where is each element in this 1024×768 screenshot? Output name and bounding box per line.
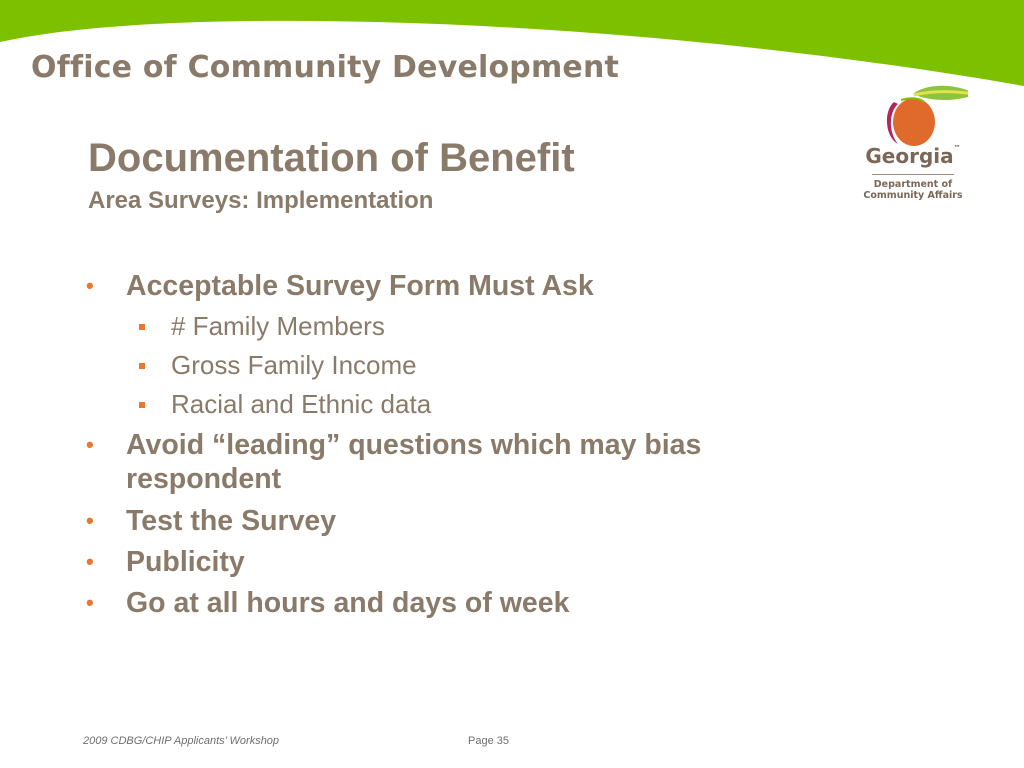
bullet-marker: •	[86, 549, 94, 574]
sub-bullet-marker	[139, 363, 145, 369]
sub-bullet-marker	[139, 402, 145, 408]
bullet-item: Publicity	[126, 546, 245, 578]
sub-bullet-marker	[139, 324, 145, 330]
sub-bullet-item: Gross Family Income	[171, 350, 417, 380]
slide-subtitle: Area Surveys: Implementation	[88, 187, 434, 214]
bullet-marker: •	[86, 273, 94, 298]
bullet-item: Test the Survey	[126, 505, 337, 537]
logo-subtitle-line2: Community Affairs	[863, 190, 963, 201]
logo-georgia-wordmark: Georgia™	[865, 144, 961, 168]
footer-page-number: Page 35	[468, 735, 509, 747]
bullet-item: Avoid “leading” questions which may bias respondent	[126, 429, 702, 495]
logo-subtitle-line1: Department of	[873, 179, 953, 190]
georgia-dca-logo	[858, 80, 968, 205]
bullet-marker: •	[86, 432, 94, 457]
org-header-title: Office of Community Development	[31, 50, 620, 85]
footer-workshop: 2009 CDBG/CHIP Applicants’ Workshop	[83, 735, 280, 747]
bullet-marker: •	[86, 590, 94, 615]
slide-title: Documentation of Benefit	[88, 136, 575, 180]
sub-bullet-item: # Family Members	[171, 311, 385, 341]
peach-icon	[858, 80, 968, 150]
logo-divider	[872, 174, 954, 175]
sub-bullet-item: Racial and Ethnic data	[171, 389, 432, 419]
bullet-item: Go at all hours and days of week	[126, 587, 570, 619]
bullet-item: Acceptable Survey Form Must Ask	[126, 270, 594, 302]
bullet-marker: •	[86, 508, 94, 533]
